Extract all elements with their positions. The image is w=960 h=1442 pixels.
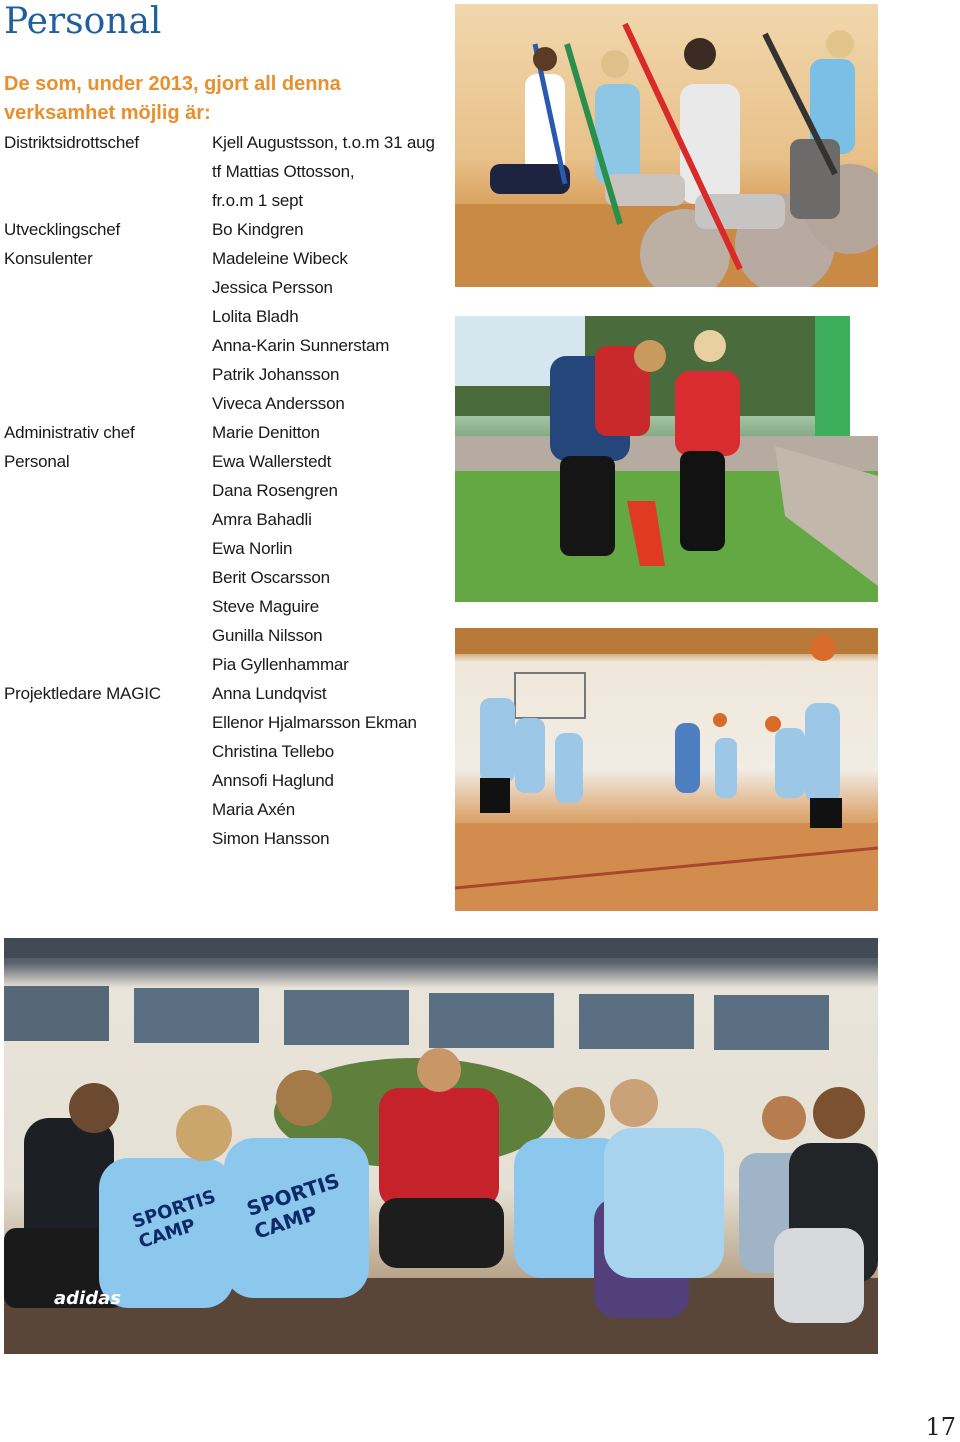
staff-list [4,128,444,853]
staff-row [4,476,444,505]
resistance-band-exercise-photo [455,4,878,287]
staff-role [4,273,212,302]
staff-role [4,331,212,360]
page-subtitle: De som, under 2013, gjort all denna verksamhet möjlig är: [4,73,341,124]
staff-name: Patrik Johansson [212,365,340,384]
staff-role [4,389,212,418]
staff-row [4,563,444,592]
staff-role [4,650,212,679]
basketball-hall-photo [455,628,878,911]
staff-role: Utvecklingschef [4,220,121,239]
staff-name: fr.o.m 1 sept [212,191,303,210]
staff-role [4,621,212,650]
staff-row [4,157,444,186]
staff-role [4,505,212,534]
staff-row [4,273,444,302]
staff-role [4,476,212,505]
staff-name: Steve Maguire [212,597,320,616]
staff-row [4,447,444,476]
staff-name: Christina Tellebo [212,742,334,761]
staff-row [4,737,444,766]
staff-name: Ellenor Hjalmarsson Ekman [212,713,417,732]
staff-name: Berit Oscarsson [212,568,330,587]
staff-role [4,737,212,766]
outdoor-children-training-photo [455,316,878,602]
staff-role: Distriktsidrottschef [4,133,139,152]
staff-role [4,302,212,331]
staff-name: Bo Kindgren [212,220,304,239]
staff-name: Jessica Persson [212,278,333,297]
staff-name: Anna Lundqvist [212,684,327,703]
staff-role [4,708,212,737]
staff-name: Pia Gyllenhammar [212,655,349,674]
staff-role: Administrativ chef [4,423,135,442]
bag-logo: adidas [54,1288,121,1309]
staff-role [4,592,212,621]
staff-row [4,679,444,708]
staff-row [4,215,444,244]
staff-role [4,824,212,853]
staff-row [4,505,444,534]
staff-row [4,534,444,563]
staff-name: Anna-Karin Sunnerstam [212,336,390,355]
staff-name: Lolita Bladh [212,307,299,326]
staff-name: Annsofi Haglund [212,771,334,790]
staff-role [4,795,212,824]
staff-name: Maria Axén [212,800,296,819]
staff-name: Dana Rosengren [212,481,338,500]
page-number: 17 [925,1413,956,1441]
staff-row [4,128,444,157]
staff-row [4,650,444,679]
staff-name: Madeleine Wibeck [212,249,348,268]
staff-name: Marie Denitton [212,423,320,442]
staff-row [4,824,444,853]
sports-camp-group-photo [4,938,878,1354]
staff-name: Amra Bahadli [212,510,312,529]
staff-name: Viveca Andersson [212,394,345,413]
staff-role [4,360,212,389]
staff-name: tf Mattias Ottosson, [212,162,355,181]
shirt-text-1: SPORTIS CAMP [129,1186,219,1253]
shirt-text-2: SPORTIS CAMP [243,1168,343,1244]
staff-row [4,766,444,795]
staff-row [4,331,444,360]
staff-name: Gunilla Nilsson [212,626,323,645]
staff-row [4,418,444,447]
page-title: Personal [4,1,162,42]
staff-role [4,186,212,215]
staff-row [4,621,444,650]
staff-role [4,534,212,563]
staff-row [4,302,444,331]
staff-name: Simon Hansson [212,829,330,848]
staff-role: Projektledare MAGIC [4,684,161,703]
staff-row [4,244,444,273]
staff-name: Kjell Augustsson, t.o.m 31 aug [212,133,435,152]
staff-row [4,389,444,418]
staff-row [4,592,444,621]
staff-role: Personal [4,452,70,471]
staff-role [4,563,212,592]
staff-name: Ewa Norlin [212,539,293,558]
staff-row [4,186,444,215]
staff-row [4,795,444,824]
staff-row [4,360,444,389]
staff-name: Ewa Wallerstedt [212,452,332,471]
staff-role [4,157,212,186]
staff-row [4,708,444,737]
staff-role [4,766,212,795]
staff-role: Konsulenter [4,249,93,268]
